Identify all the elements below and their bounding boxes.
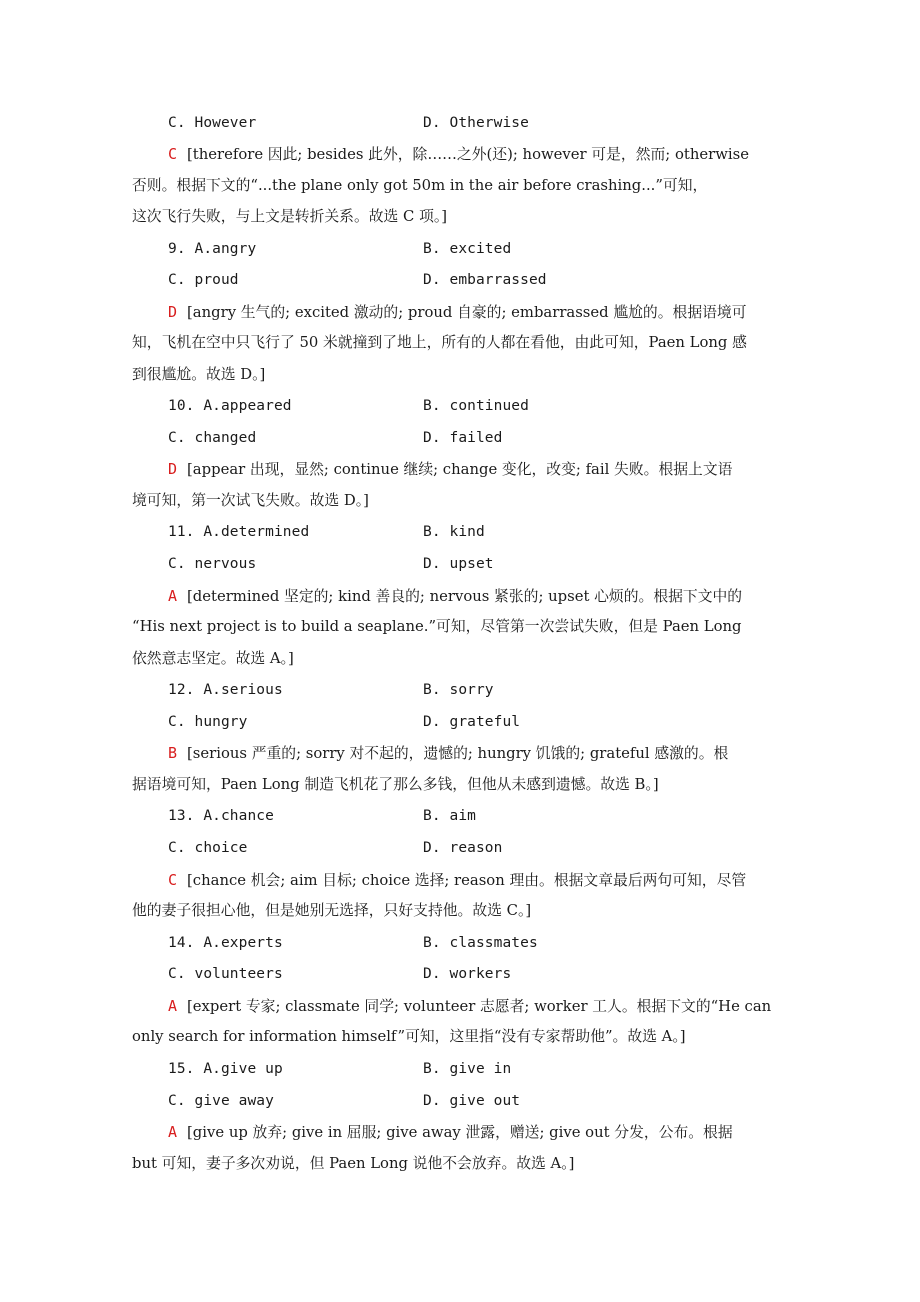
q15-option-b: B. give in (423, 1061, 512, 1077)
q12-option-d: D. grateful (423, 714, 521, 730)
q8-option-d: D. Otherwise (423, 115, 529, 131)
q11-option-c: C. nervous (168, 556, 257, 572)
q10-answer: D (168, 460, 178, 478)
q13-explanation-line-1: C [chance 机会; aim 目标; choice 选择; reason 理由。根据文章最后两句可知，尽管 (168, 871, 747, 889)
q9-explanation-line-3: 到很尴尬。故选 D。] (132, 366, 266, 383)
q14-option-d: D. workers (423, 966, 512, 982)
q15-explanation-line-2: but 可知，妻子多次劝说，但 Paen Long 说他不会放弃。故选 A。] (132, 1155, 575, 1172)
q11-option-a: 11. A.determined (168, 524, 310, 540)
q15-option-a: 15. A.give up (168, 1061, 283, 1077)
q13-option-a: 13. A.chance (168, 808, 274, 824)
q15-option-d: D. give out (423, 1093, 521, 1109)
q15-answer: A (168, 1123, 178, 1141)
q8-explanation-line-2: 否则。根据下文的“...the plane only got 50m in the air before crashing...”可知， (132, 177, 708, 194)
q9-answer: D (168, 303, 178, 321)
q10-explanation-line-2: 境可知，第一次试飞失败。故选 D。] (132, 492, 369, 509)
q13-option-c: C. choice (168, 840, 248, 856)
q14-explanation-line-1: A [expert 专家; classmate 同学; volunteer 志愿者; worker 工人。根据下文的“He can (168, 997, 772, 1015)
q14-option-b: B. classmates (423, 935, 538, 951)
q11-answer: A (168, 587, 178, 605)
q10-option-c: C. changed (168, 430, 257, 446)
q9-explanation-line-2: 知，飞机在空中只飞行了 50 米就撞到了地上，所有的人都在看他，由此可知，Paen Long 感 (132, 334, 747, 351)
q15-explanation-line-1: A [give up 放弃; give in 屈服; give away 泄露，赠送; give out 分发，公布。根据 (168, 1123, 733, 1141)
q8-answer: C (168, 145, 178, 163)
q14-option-c: C. volunteers (168, 966, 283, 982)
q9-option-d: D. embarrassed (423, 272, 547, 288)
q10-option-d: D. failed (423, 430, 503, 446)
q13-explanation-line-2: 他的妻子很担心他，但是她别无选择，只好支持他。故选 C。] (132, 902, 532, 919)
q11-option-d: D. upset (423, 556, 494, 572)
q8-option-c: C. However (168, 115, 257, 131)
q11-explanation-line-2: “His next project is to build a seaplane.”可知，尽管第一次尝试失败，但是 Paen Long (132, 618, 742, 635)
q8-explanation-line-1: C [therefore 因此; besides 此外，除……之外(还); however 可是，然而; otherwise (168, 145, 749, 163)
q14-explanation-line-2: only search for information himself”可知，这里指“没有专家帮助他”。故选 A。] (132, 1028, 686, 1045)
q9-option-b: B. excited (423, 241, 512, 257)
q14-option-a: 14. A.experts (168, 935, 283, 951)
q11-explanation-line-3: 依然意志坚定。故选 A。] (132, 650, 294, 667)
q14-answer: A (168, 997, 178, 1015)
q12-option-a: 12. A.serious (168, 682, 283, 698)
q11-option-b: B. kind (423, 524, 485, 540)
q10-option-b: B. continued (423, 398, 529, 414)
q13-option-d: D. reason (423, 840, 503, 856)
q12-option-b: B. sorry (423, 682, 494, 698)
q12-option-c: C. hungry (168, 714, 248, 730)
q15-option-c: C. give away (168, 1093, 274, 1109)
q12-explanation-line-1: B [serious 严重的; sorry 对不起的，遗憾的; hungry 饥饿的; grateful 感激的。根 (168, 744, 729, 762)
q13-option-b: B. aim (423, 808, 476, 824)
q10-option-a: 10. A.appeared (168, 398, 292, 414)
q9-explanation-line-1: D [angry 生气的; excited 激动的; proud 自豪的; embarrassed 尴尬的。根据语境可 (168, 303, 747, 321)
q10-explanation-line-1: D [appear 出现，显然; continue 继续; change 变化，改变; fail 失败。根据上文语 (168, 460, 733, 478)
q9-option-a: 9. A.angry (168, 241, 257, 257)
q8-explanation-line-3: 这次飞行失败，与上文是转折关系。故选 C 项。] (132, 208, 448, 225)
q12-explanation-line-2: 据语境可知，Paen Long 制造飞机花了那么多钱，但他从未感到遗憾。故选 B。] (132, 776, 659, 793)
q13-answer: C (168, 871, 178, 889)
q12-answer: B (168, 744, 178, 762)
q9-option-c: C. proud (168, 272, 239, 288)
q11-explanation-line-1: A [determined 坚定的; kind 善良的; nervous 紧张的; upset 心烦的。根据下文中的 (168, 587, 743, 605)
